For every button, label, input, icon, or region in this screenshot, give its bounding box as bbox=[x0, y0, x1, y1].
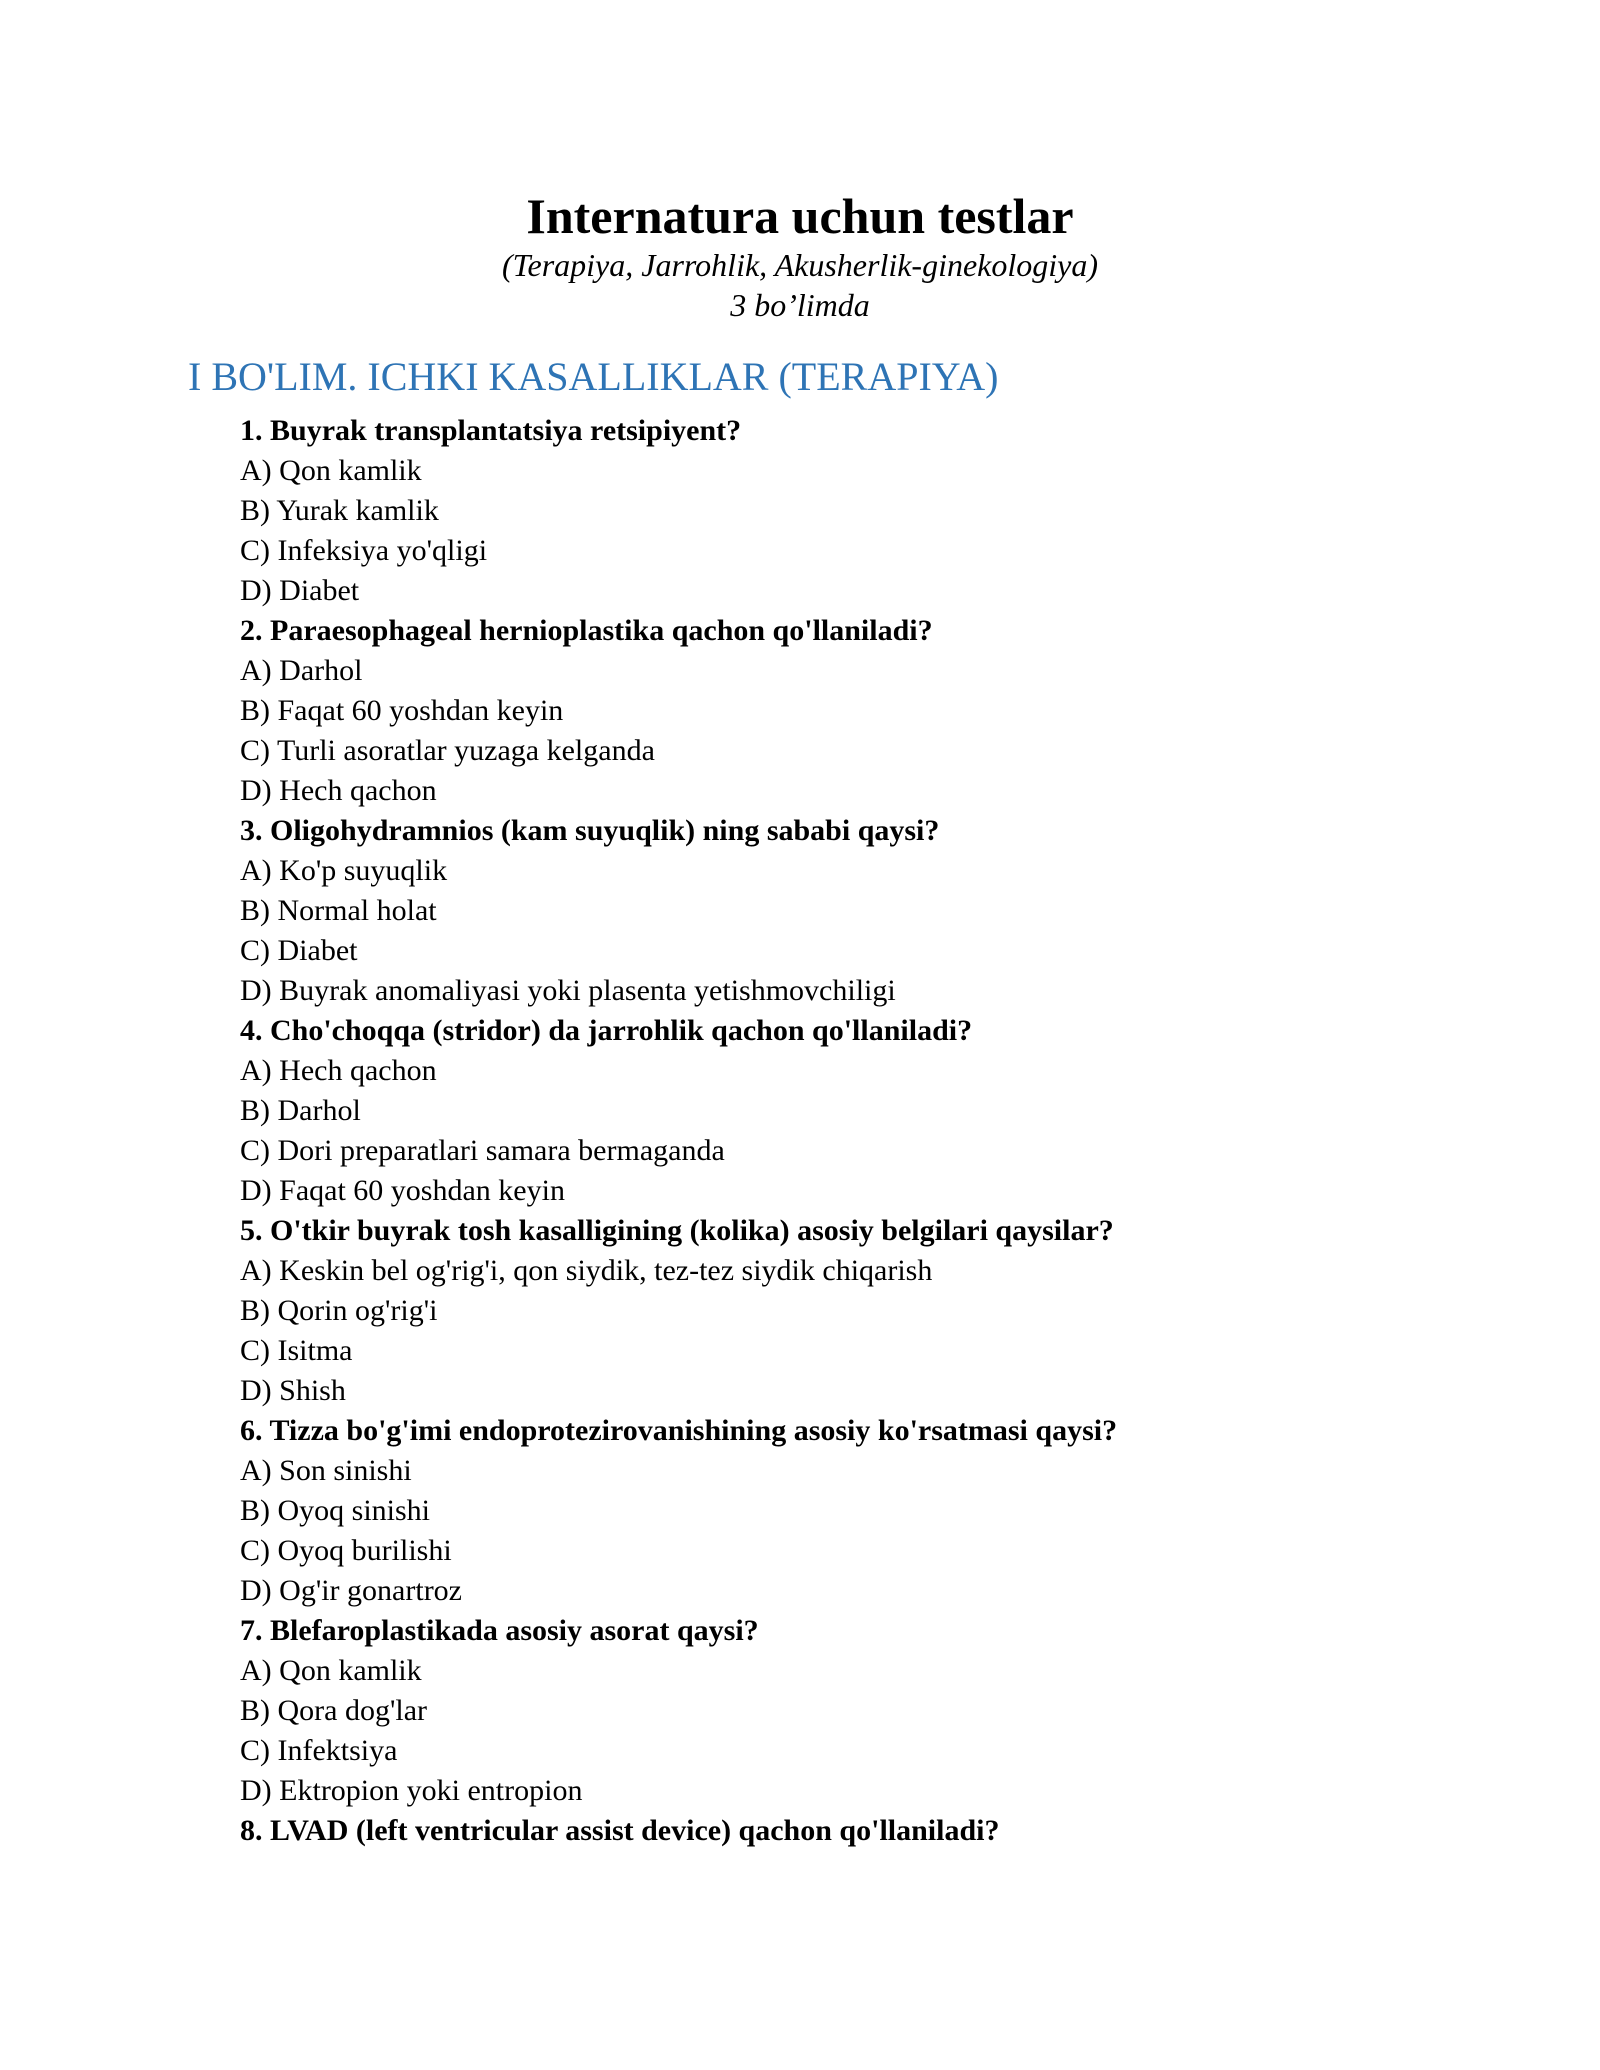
document-subtitle-parts: 3 bo’limda bbox=[730, 287, 870, 323]
answer-option: A) Darhol bbox=[240, 654, 363, 687]
answer-option: D) Buyrak anomaliyasi yoki plasenta yetishmovchiligi bbox=[240, 974, 896, 1007]
answer-option: C) Isitma bbox=[240, 1334, 353, 1367]
answer-option: B) Qorin og'rig'i bbox=[240, 1294, 438, 1327]
document-subtitle: (Terapiya, Jarrohlik, Akusherlik-ginekologiya) bbox=[501, 247, 1099, 283]
question-list bbox=[240, 411, 1540, 1851]
question-text: 2. Paraesophageal hernioplastika qachon qo'llaniladi? bbox=[240, 614, 933, 647]
answer-option: C) Infektsiya bbox=[240, 1734, 398, 1767]
section-heading: I BO'LIM. ICHKI KASALLIKLAR (TERAPIYA) bbox=[188, 354, 999, 399]
answer-option: C) Turli asoratlar yuzaga kelganda bbox=[240, 734, 655, 767]
answer-option: D) Og'ir gonartroz bbox=[240, 1574, 462, 1607]
answer-option: A) Keskin bel og'rig'i, qon siydik, tez-tez siydik chiqarish bbox=[240, 1254, 933, 1287]
question-text: 4. Cho'choqqa (stridor) da jarrohlik qachon qo'llaniladi? bbox=[240, 1014, 973, 1047]
answer-option: A) Son sinishi bbox=[240, 1454, 412, 1487]
answer-option: A) Qon kamlik bbox=[240, 454, 422, 487]
answer-option: C) Dori preparatlari samara bermaganda bbox=[240, 1134, 725, 1167]
question-text: 1. Buyrak transplantatsiya retsipiyent? bbox=[240, 414, 742, 447]
answer-option: B) Darhol bbox=[240, 1094, 361, 1127]
document-title: Internatura uchun testlar bbox=[526, 188, 1074, 244]
question-text: 5. O'tkir buyrak tosh kasalligining (kolika) asosiy belgilari qaysilar? bbox=[240, 1214, 1114, 1247]
answer-option: B) Yurak kamlik bbox=[240, 494, 439, 527]
answer-option: D) Diabet bbox=[240, 574, 360, 607]
answer-option: D) Faqat 60 yoshdan keyin bbox=[240, 1174, 565, 1207]
answer-option: C) Diabet bbox=[240, 934, 358, 967]
question-text: 6. Tizza bo'g'imi endoprotezirovanishining asosiy ko'rsatmasi qaysi? bbox=[240, 1414, 1118, 1447]
answer-option: A) Qon kamlik bbox=[240, 1654, 422, 1687]
answer-option: B) Faqat 60 yoshdan keyin bbox=[240, 694, 564, 727]
answer-option: B) Normal holat bbox=[240, 894, 437, 927]
answer-option: D) Hech qachon bbox=[240, 774, 437, 807]
answer-option: B) Qora dog'lar bbox=[240, 1694, 428, 1727]
question-text: 7. Blefaroplastikada asosiy asorat qaysi? bbox=[240, 1614, 759, 1647]
question-text: 3. Oligohydramnios (kam suyuqlik) ning sababi qaysi? bbox=[240, 814, 940, 847]
answer-option: D) Shish bbox=[240, 1374, 346, 1407]
answer-option: C) Infeksiya yo'qligi bbox=[240, 534, 488, 567]
answer-option: B) Oyoq sinishi bbox=[240, 1494, 431, 1527]
answer-option: C) Oyoq burilishi bbox=[240, 1534, 452, 1567]
answer-option: A) Hech qachon bbox=[240, 1054, 437, 1087]
answer-option: D) Ektropion yoki entropion bbox=[240, 1774, 583, 1807]
question-text: 8. LVAD (left ventricular assist device) qachon qo'llaniladi? bbox=[240, 1814, 1000, 1847]
answer-option: A) Ko'p suyuqlik bbox=[240, 854, 448, 887]
